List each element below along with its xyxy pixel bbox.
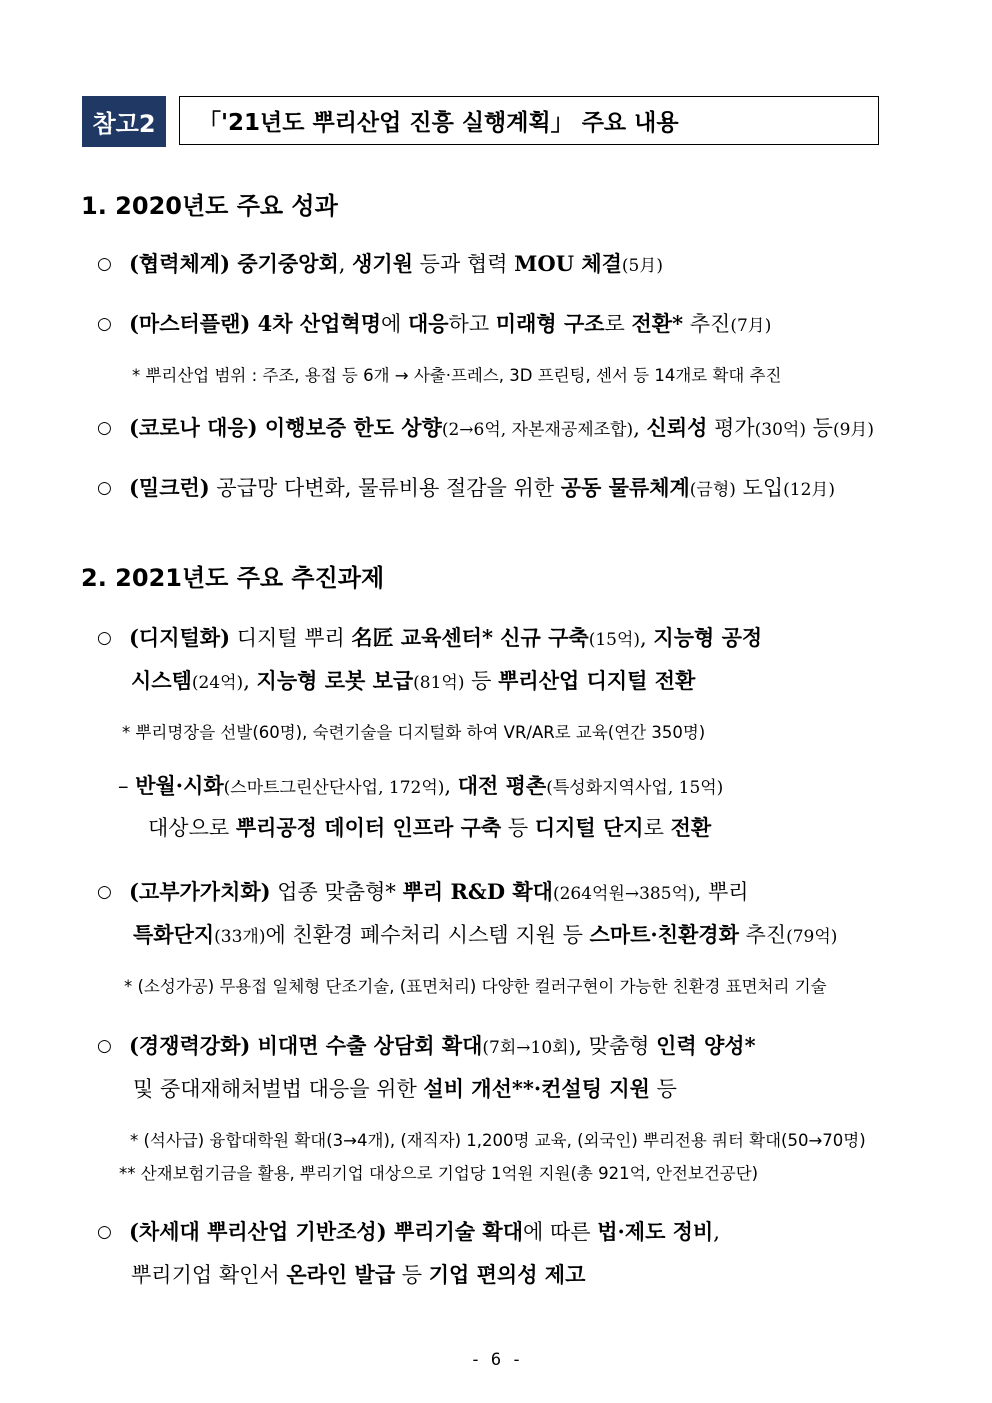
text-run: (12月) bbox=[783, 480, 836, 500]
text-run: MOU 체결 bbox=[514, 251, 622, 276]
text-run: (264억원→385억) bbox=[552, 884, 695, 904]
s1-item2 bbox=[129, 308, 771, 338]
text-run: (5月) bbox=[621, 256, 664, 276]
text-run: 에 친환경 폐수처리 시스템 지원 등 bbox=[265, 923, 590, 947]
text-run: 공급망 다변화, 물류비용 절감을 위한 bbox=[209, 476, 561, 500]
text-run: – bbox=[118, 774, 136, 798]
text-run: 평가 bbox=[707, 416, 755, 440]
text-run: 전환* bbox=[631, 311, 684, 336]
s1-item3 bbox=[129, 412, 874, 442]
text-run: 등 bbox=[805, 416, 833, 440]
reference-tag: 참고2 bbox=[82, 96, 166, 147]
s2-item3-note1: * (석사급) 융합대학원 확대(3→4개), (재직자) 1,200명 교육, (외국인) 뿌리전용 쿼터 확대(50→70명) bbox=[130, 1131, 866, 1150]
s2-item2-line2 bbox=[133, 919, 837, 949]
text-run: 중기중앙회 bbox=[230, 251, 339, 276]
text-run: 공동 물류체계 bbox=[560, 475, 690, 500]
text-run: (스마트그린산단사업, 172억) bbox=[223, 778, 445, 798]
text-run: (33개) bbox=[214, 927, 266, 947]
text-run: (밀크런) bbox=[129, 475, 210, 500]
text-run: 비대면 수출 상담회 확대 bbox=[250, 1033, 483, 1058]
s2-item3-line1 bbox=[129, 1030, 756, 1060]
text-run: 대응 bbox=[407, 311, 449, 336]
text-run: 특화단지 bbox=[133, 922, 215, 947]
text-run: 등 bbox=[501, 816, 535, 840]
text-run: 신규 구축 bbox=[492, 625, 589, 650]
text-run: 4차 산업혁명 bbox=[250, 311, 381, 336]
text-run: 스마트·친환경화 bbox=[589, 922, 739, 947]
text-run: , bbox=[338, 252, 353, 276]
s2-item4-line2 bbox=[131, 1259, 585, 1289]
text-run: 전환 bbox=[670, 815, 712, 840]
text-run: (9月) bbox=[832, 420, 875, 440]
s2-item1-sub-line2 bbox=[148, 812, 711, 842]
text-run: 하고 bbox=[448, 312, 496, 336]
text-run: 법·제도 정비 bbox=[597, 1219, 714, 1244]
s2-item3-line2 bbox=[133, 1073, 677, 1103]
text-run: 기업 편의성 제고 bbox=[428, 1262, 586, 1287]
text-run: 뿌리기술 확대 bbox=[386, 1219, 523, 1244]
text-run: 에 bbox=[380, 312, 408, 336]
text-run: 디지털 뿌리 bbox=[230, 626, 352, 650]
text-run: , 맞춤형 bbox=[575, 1034, 657, 1058]
text-run: (경쟁력강화) bbox=[129, 1033, 251, 1058]
text-run: 등과 협력 bbox=[413, 252, 515, 276]
s2-item3-note2: ** 산재보험기금을 활용, 뿌리기업 대상으로 기업당 1억원 지원(총 921억, 안전보건공단) bbox=[119, 1164, 759, 1183]
bullet-icon: ○ bbox=[97, 418, 112, 438]
s2-item4-line1 bbox=[129, 1216, 720, 1246]
text-run: 로 bbox=[604, 312, 632, 336]
s2-item2-note: * (소성가공) 무용접 일체형 단조기술, (표면처리) 다양한 컬러구현이 가능한 친환경 표면처리 기술 bbox=[124, 977, 827, 996]
text-run: 등 bbox=[395, 1263, 429, 1287]
text-run: 지능형 로봇 보급 bbox=[256, 668, 414, 693]
section2-heading: 2. 2021년도 주요 추진과제 bbox=[81, 564, 385, 592]
text-run: , bbox=[243, 669, 257, 693]
bullet-icon: ○ bbox=[97, 314, 112, 334]
text-run: 추진 bbox=[683, 312, 731, 336]
text-run: 대전 평촌 bbox=[457, 773, 547, 798]
text-run: , bbox=[640, 626, 654, 650]
text-run: (협력체계) bbox=[129, 251, 231, 276]
s1-item2-note: * 뿌리산업 범위 : 주조, 용접 등 6개 → 사출·프레스, 3D 프린팅, 센서 등 14개로 확대 추진 bbox=[132, 366, 782, 385]
bullet-icon: ○ bbox=[97, 1222, 112, 1242]
text-run: 설비 개선**·컨설팅 지원 bbox=[423, 1076, 650, 1101]
text-run: 대상으로 bbox=[148, 816, 236, 840]
bullet-icon: ○ bbox=[97, 882, 112, 902]
text-run: 도입 bbox=[735, 476, 784, 500]
text-run: 인력 양성* bbox=[656, 1033, 756, 1058]
text-run: (81억) bbox=[413, 673, 465, 693]
text-run: (금형) bbox=[689, 480, 736, 500]
text-run: , bbox=[633, 416, 647, 440]
bullet-icon: ○ bbox=[97, 254, 112, 274]
s2-item1-note: * 뿌리명장을 선발(60명), 숙련기술을 디지털화 하여 VR/AR로 교육(연간 350명) bbox=[122, 723, 706, 742]
section1-heading: 1. 2020년도 주요 성과 bbox=[81, 192, 338, 220]
text-run: 등 bbox=[464, 669, 499, 693]
text-run: 반월·시화 bbox=[135, 773, 224, 798]
text-run: 뿌리 R&D 확대 bbox=[402, 879, 553, 904]
bullet-icon: ○ bbox=[97, 1036, 112, 1056]
text-run: (2→6억, 자본재공제조합) bbox=[441, 420, 634, 440]
text-run: 온라인 발급 bbox=[286, 1262, 396, 1287]
text-run: 디지털 단지 bbox=[534, 815, 644, 840]
text-run: (24억) bbox=[191, 673, 244, 693]
text-run: (7月) bbox=[730, 316, 772, 336]
text-run: 시스템 bbox=[131, 668, 192, 693]
text-run: (마스터플랜) bbox=[129, 311, 251, 336]
text-run: 이행보증 한도 상향 bbox=[257, 415, 442, 440]
text-run: , bbox=[444, 774, 458, 798]
text-run: (특성화지역사업, 15억) bbox=[546, 778, 724, 798]
text-run: 및 중대재해처벌법 대응을 위한 bbox=[133, 1077, 424, 1101]
text-run: 뿌리기업 확인서 bbox=[131, 1263, 287, 1287]
text-run: 로 bbox=[643, 816, 671, 840]
s2-item1-line1 bbox=[129, 622, 762, 652]
text-run: 신뢰성 bbox=[646, 415, 708, 440]
text-run: 미래형 구조 bbox=[495, 311, 605, 336]
text-run: (디지털화) bbox=[129, 625, 231, 650]
text-run: 뿌리공정 데이터 인프라 구축 bbox=[235, 815, 502, 840]
text-run: (고부가가치화) bbox=[129, 879, 271, 904]
text-run: (15억) bbox=[588, 630, 641, 650]
text-run: , bbox=[713, 1220, 720, 1244]
bullet-icon: ○ bbox=[97, 628, 112, 648]
text-run: (79억) bbox=[786, 927, 838, 947]
text-run: 등 bbox=[649, 1077, 677, 1101]
page-number: - 6 - bbox=[470, 1350, 522, 1370]
text-run: (코로나 대응) bbox=[129, 415, 258, 440]
s1-item1 bbox=[129, 248, 663, 278]
text-run: (30억) bbox=[754, 420, 806, 440]
text-run: 뿌리산업 디지털 전환 bbox=[498, 668, 696, 693]
s1-item4 bbox=[129, 472, 835, 502]
text-run: (차세대 뿌리산업 기반조성) bbox=[129, 1219, 387, 1244]
text-run: (7회→10회) bbox=[482, 1038, 576, 1058]
document-title: 「'21년도 뿌리산업 진흥 실행계획」 주요 내용 bbox=[179, 96, 879, 145]
text-run: , 뿌리 bbox=[694, 880, 749, 904]
s2-item1-sub-line1 bbox=[118, 770, 723, 800]
bullet-icon: ○ bbox=[97, 478, 112, 498]
text-run: 추진 bbox=[738, 923, 787, 947]
s2-item2-line1 bbox=[129, 876, 749, 906]
text-run: 생기원 bbox=[352, 251, 413, 276]
text-run: 지능형 공정 bbox=[653, 625, 763, 650]
text-run: 에 따른 bbox=[522, 1220, 598, 1244]
text-run: 名匠 교육센터* bbox=[351, 625, 493, 650]
s2-item1-line2 bbox=[131, 665, 695, 695]
text-run: 업종 맞춤형* bbox=[270, 880, 403, 904]
